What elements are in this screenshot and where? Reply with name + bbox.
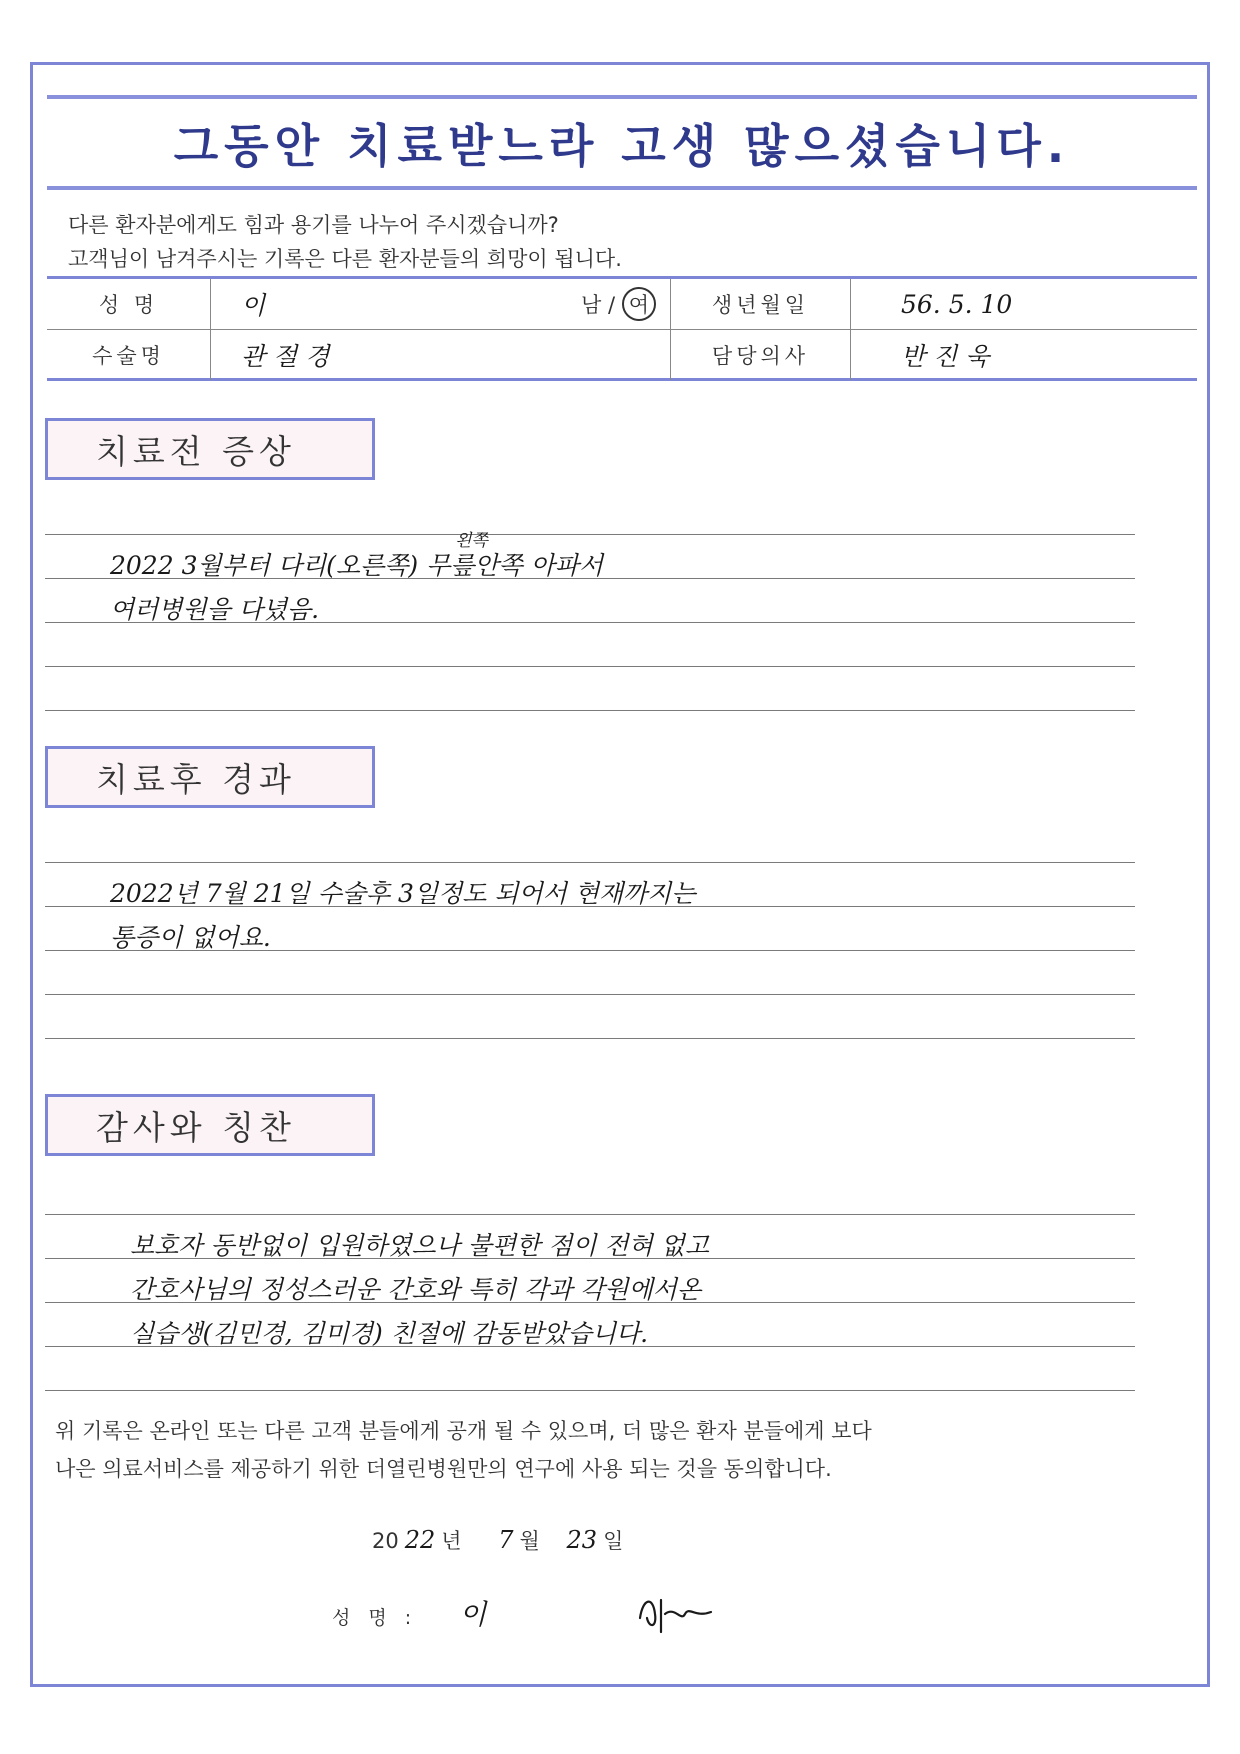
thanks-text-line-3: 실습생(김민경, 김미경) 친절에 감동받았습니다. bbox=[130, 1319, 649, 1348]
ruled-line bbox=[45, 862, 1135, 863]
ruled-line bbox=[45, 666, 1135, 667]
gender-female-circled: 여 bbox=[622, 287, 656, 321]
doctor-label: 담당의사 bbox=[670, 330, 850, 380]
name-label: 성 명 bbox=[98, 293, 159, 317]
date-year: 22 bbox=[404, 1526, 436, 1554]
birth-label: 생년월일 bbox=[670, 279, 850, 329]
intro-text bbox=[68, 208, 622, 276]
signature-name: 이 bbox=[459, 1598, 487, 1631]
doctor-value: 반 진 욱 bbox=[901, 342, 990, 371]
page-title: 그동안 치료받느라 고생 많으셨습니다. bbox=[173, 118, 1071, 173]
thanks-text-line-2: 간호사님의 정성스러운 간호와 특히 각과 각원에서온 bbox=[130, 1275, 702, 1304]
ruled-line bbox=[45, 1390, 1135, 1391]
signature-label: 성 명 : bbox=[332, 1607, 418, 1629]
patient-info-table bbox=[47, 276, 1197, 381]
before-treatment-heading: 치료전 증상 bbox=[45, 418, 375, 480]
surgery-value: 관 절 경 bbox=[241, 342, 330, 371]
birth-value: 56. 5. 10 bbox=[901, 289, 1013, 319]
ruled-line bbox=[45, 710, 1135, 711]
info-row-1 bbox=[47, 279, 1197, 330]
date-prefix: 20 bbox=[372, 1529, 399, 1553]
consent-line-2: 나은 의료서비스를 제공하기 위한 더열린병원만의 연구에 사용 되는 것을 동의합니다. bbox=[55, 1457, 832, 1481]
before-text-line-2: 여러병원을 다녔음. bbox=[110, 595, 320, 624]
intro-line-2: 고객님이 남겨주시는 기록은 다른 환자분들의 희망이 됩니다. bbox=[68, 247, 622, 271]
date-month: 7 bbox=[498, 1526, 514, 1554]
name-value: 이 bbox=[241, 291, 266, 320]
date-year-label: 년 bbox=[441, 1529, 462, 1553]
info-row-2 bbox=[47, 330, 1197, 380]
gender-male: 남 bbox=[580, 293, 602, 317]
after-text-line-2: 통증이 없어요. bbox=[110, 923, 271, 952]
date-day: 23 bbox=[566, 1526, 598, 1554]
ruled-line bbox=[45, 1038, 1135, 1039]
date-field bbox=[372, 1525, 623, 1555]
surgery-cell bbox=[210, 330, 670, 380]
handwritten-signature-mark bbox=[635, 1588, 715, 1638]
thanks-heading: 감사와 칭찬 bbox=[45, 1094, 375, 1156]
thanks-text-line-1: 보호자 동반없이 입원하였으나 불편한 점이 전혀 없고 bbox=[130, 1231, 709, 1260]
before-insert-note: 왼쪽 bbox=[455, 531, 488, 551]
name-cell bbox=[210, 279, 670, 329]
surgery-label: 수술명 bbox=[92, 344, 165, 368]
consent-line-1: 위 기록은 온라인 또는 다른 고객 분들에게 공개 될 수 있으며, 더 많은 환자 분들에게 보다 bbox=[55, 1419, 872, 1443]
ruled-line bbox=[45, 1214, 1135, 1215]
ruled-line bbox=[45, 534, 1135, 535]
date-month-label: 월 bbox=[519, 1529, 540, 1553]
signature-field bbox=[332, 1593, 486, 1633]
before-text-line-1: 2022 3월부터 다리(오른쪽) 무릎안쪽 아파서 bbox=[110, 551, 604, 580]
after-treatment-heading: 치료후 경과 bbox=[45, 746, 375, 808]
gender-field bbox=[581, 287, 656, 321]
intro-line-1: 다른 환자분에게도 힘과 용기를 나누어 주시겠습니까? bbox=[68, 213, 559, 237]
title-band bbox=[47, 95, 1197, 190]
gender-separator: / bbox=[607, 293, 616, 317]
ruled-line bbox=[45, 994, 1135, 995]
birth-cell bbox=[850, 279, 1197, 329]
doctor-cell bbox=[850, 330, 1197, 380]
date-day-label: 일 bbox=[603, 1529, 624, 1553]
after-text-line-1: 2022년 7월 21일 수술후 3일정도 되어서 현재까지는 bbox=[110, 879, 696, 908]
